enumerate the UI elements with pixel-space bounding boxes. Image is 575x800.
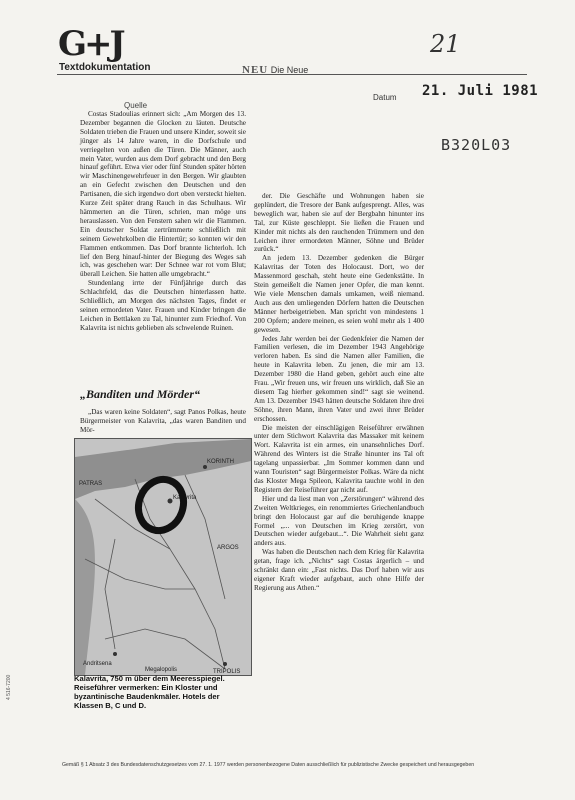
gj-logo: G+J [58, 24, 123, 64]
map-label: Kalavrita [173, 495, 197, 501]
article-subheading: „Banditen und Mörder“ [80, 387, 201, 401]
article-paragraph: Was haben die Deutschen nach dem Krieg für Kalavrita getan, frage ich. „Nichts“ sagt Costas ärgerlich – und schränkt dann ein: „Fast nichts. Das Dorf haben wir aus eigener Kraft wieder aufgebaut, auch ohne Hilfe der Regierung aus Athen.“ [254, 548, 424, 592]
newspaper-name [242, 64, 308, 76]
map-label: PATRAS [79, 481, 103, 487]
source-label: Quelle [124, 101, 148, 110]
newspaper-stamp: NEU [242, 64, 269, 76]
article-paragraph: „Das waren keine Soldaten“, sagt Panos Polkas, heute Bürgermeister von Kalavrita, „das waren Banditen und Mör- [80, 408, 246, 434]
side-code: 4 516-7200 [6, 674, 12, 700]
map-label: Megalopolis [145, 667, 178, 673]
department-label: Textdokumentation [59, 62, 151, 73]
article-paragraph: Jedes Jahr werden bei der Gedenkfeier die Namen der Familien verlesen, die im Dezember 1943 Angehörige verloren haben. Es sind die Namen aller Familien, die heute in Kalavrita leben. Zu jenen, die mir am 13. Dezember 1980 die Hand geben, gehört auch eine alte Frau. „Wir freuen uns, wir freuen uns wirklich, daß Sie an diesem Tag hierher gekommen sind!“ sagt sie weinend. Am 13. Dezember 1943 hätten deutsche Soldaten ihre drei Söhne, ihren Mann, ihren Vater und zwei ihrer Brüder erschossen. [254, 334, 424, 423]
map-label: Andritsena [83, 661, 112, 667]
date-label: Datum [373, 93, 397, 102]
map-label: ARGOS [217, 545, 239, 551]
article-paragraph: Costas Stadoulias erinnert sich: „Am Morgen des 13. Dezember begannen die Glocken zu läuten. Deutsche Soldaten trieben die Frauen und unsere Kinder, soweit sie jünger als 14 Jahre waren, in die Dorfschule und verriegelten von außen die Türen. Die Männer, auch mein Vater, wurden aus dem Dorf gebracht und den Berg hinauf geführt. Etwa vier oder fünf Stunden später hörten wir Maschinengewehrfeuer in den Bergen. Wir glaubten an ein Gefecht zwischen den Deutschen und den Partisanen, die sich irgendwo dort oben versteckt hielten. Kurze Zeit später drang Rauch in das Schulhaus. Wir hämmerten an die Türen, schrien, man möge uns herauslassen. Von den Fenstern sahen wir die Flammen. Ein deutscher Soldat zertrümmerte schließlich mit seinem Gewehrkolben die Hintertür; so konnten wir den Flammen entkommen. Das Dorf brannte lichterloh. Ich lief den Berg hinauf-hinter der Biegung des Weges sah ich, was geschehen war: Der Schnee war rot vom Blut; überall Leichen. Sie hatten alle umgebracht.“ [80, 110, 246, 279]
newspaper-title: Die Neue [270, 65, 309, 75]
article-paragraph: Stundenlang irrte der Fünfjährige durch das Schlachtfeld, das die Deutschen hinterlassen hatte. Schließlich, am Morgen des nächsten Tages, findet er seinen ermordeten Vater. Frauen und Kinder bringen die Leichen in Bettlaken zu Tal, hinunter zum Friedhof. Von Kalavrita ist nichts geblieben als schwelende Ruinen. [80, 279, 246, 332]
article-right-column [254, 192, 424, 593]
map-label: KORINTH [207, 459, 234, 465]
map-drawing [75, 439, 251, 675]
article-paragraph: An jedem 13. Dezember gedenken die Bürger Kalavritas der Toten des Holocaust. Dort, wo der Massenmord geschah, steht heute eine Gedenkstätte. In Stein gemeißelt die Namen jener Opfer, die man kennt. Wie viele Menschen damals umkamen, weiß niemand. Auch aus den umliegenden Dörfern hatten die Deutschen Männer herbeigetrieben. Man spricht von mindestens 1 200 Opfern; andere meinen, es seien wohl mehr als 1 400 gewesen. [254, 254, 424, 334]
article-paragraph: Hier und da liest man von „Zerstörungen“ während des Zweiten Weltkrieges, ein renommiertes Griechenlandbuch bringt den Holocaust gar auf die beruhigende knappe Formel „... von Deutschen im Krieg zerstört, von Deutschen wieder aufgebaut...“. Die Wahrheit sieht ganz anders aus. [254, 494, 424, 548]
archive-code: B320L03 [441, 136, 512, 154]
date-stamp: 21. Juli 1981 [422, 83, 539, 99]
article-left-column [80, 110, 246, 333]
article-paragraph: Die meisten der einschlägigen Reiseführer erwähnen unter dem Stichwort Kalavrita das Massaker mit keinem Wort. Kalavrita ist ein armes, ein unansehnliches Dorf. Während des Winters ist die Straße hinunter ins Tal oft tagelang unpassierbar. „Im Sommer kommen dann und wann Touristen“ sagt Bürgermeister Polkas. Wäre da nicht das Kloster Mega Spileon, Kalavrita tauchte wohl in den Registern der Reiseführer gar nicht auf. [254, 423, 424, 494]
legal-footer: Gemäß § 1 Absatz 3 des Bundesdatenschutzgesetzes vom 27. 1. 1977 werden personenbezogene Daten ausschließlich für publizistische Zwecke gespeichert und herausgegeben [62, 762, 475, 768]
handwritten-number: 21 [430, 30, 461, 58]
map-caption: Kalavrita, 750 m über dem Meeresspiegel. Reiseführer vermerken: Ein Kloster und byzantinische Baudenkmäler. Hotels der Klassen B, C und D. [74, 674, 225, 710]
map-label: TRIPOLIS [213, 669, 241, 675]
article-paragraph: der. Die Geschäfte und Wohnungen haben sie geplündert, die Tresore der Bank aufgesprengt. Alles, was beweglich war, haben sie auf der Bergbahn hinunter ins Tal, zur Küste geschleppt. Sie ließen die Frauen und Kinder mit nichts als den rauchenden Trümmern und den Leichen ihrer ermordeten Männer, Söhne und Brüder zurück.“ [254, 192, 424, 254]
article-left-column-continued [80, 408, 246, 435]
map-image [74, 438, 252, 676]
